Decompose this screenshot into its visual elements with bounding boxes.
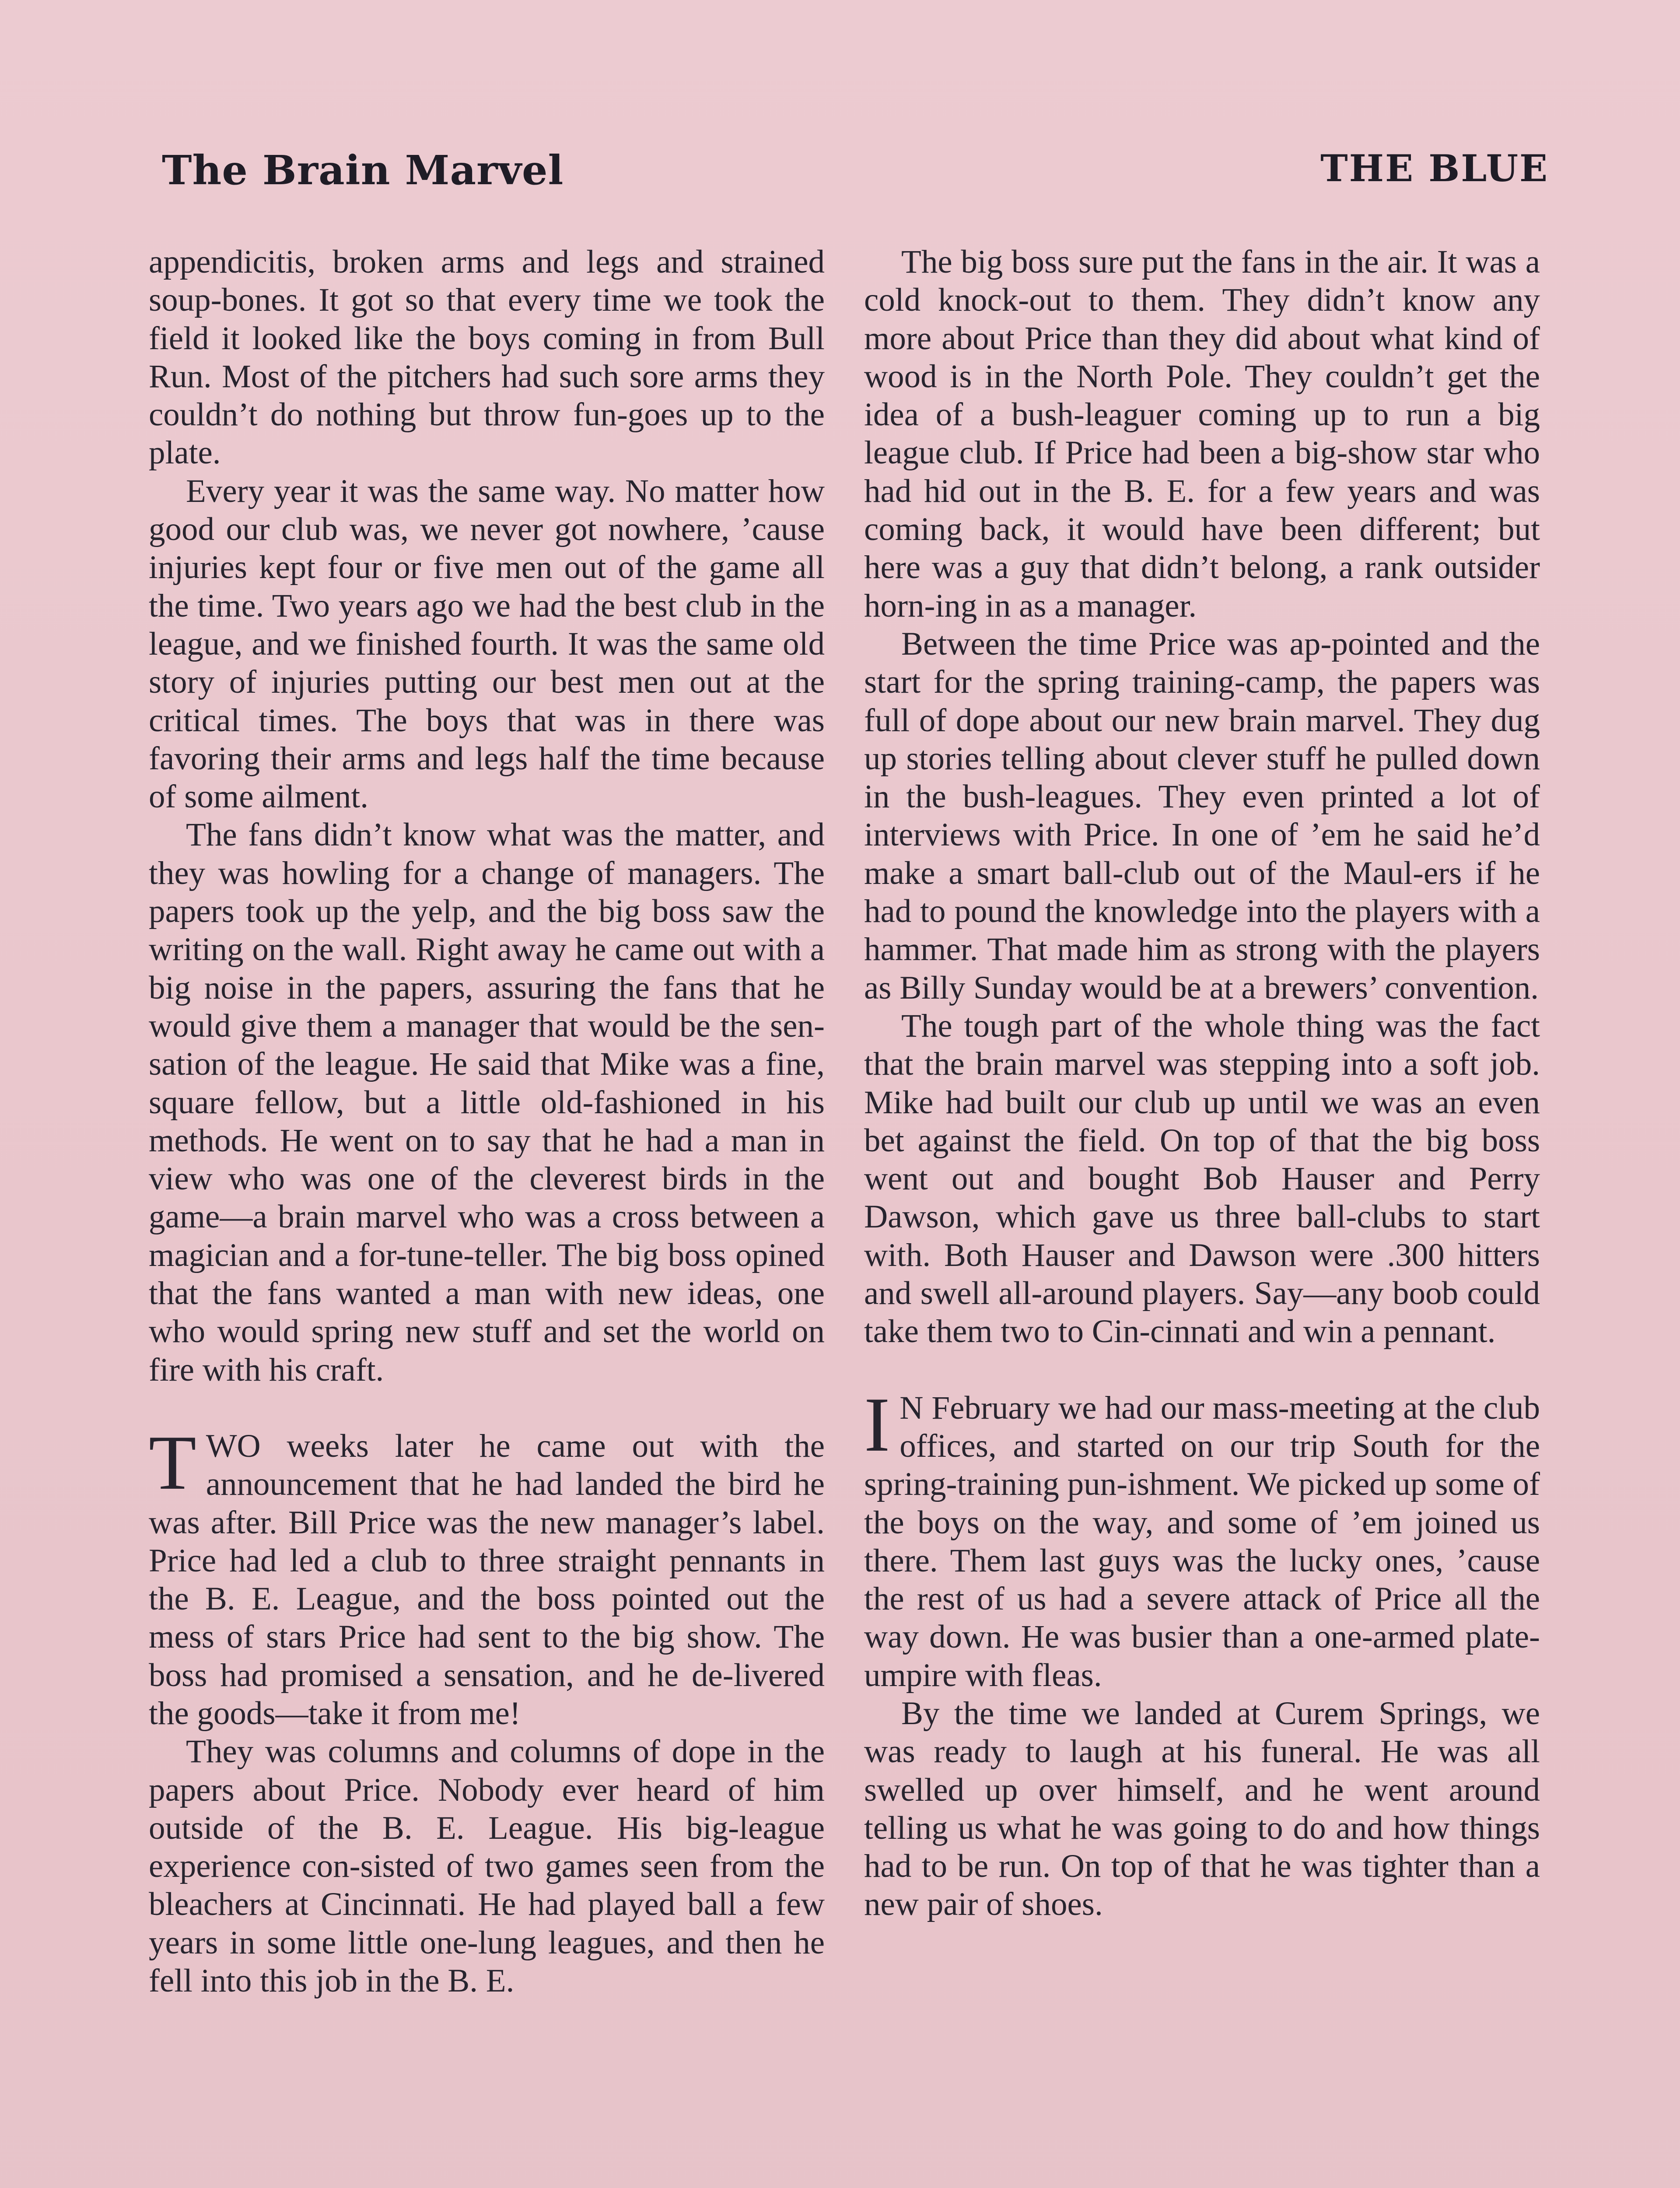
right-column <box>864 243 1540 1924</box>
drop-cap: I <box>864 1381 890 1468</box>
paragraph-text: WO weeks later he came out with the announcement that he had landed the bird he was after. Bill Price was the new manager’s label. Price had led a club to three straight pennants in the B. E. League, and the boss pointed out the mess of stars Price had sent to the big show. The boss had promised a sensation, and he de-livered the goods—take it from me! <box>149 1427 825 1732</box>
section-paragraph <box>864 1381 1540 1694</box>
drop-cap: T <box>149 1419 196 1506</box>
paragraph: Every year it was the same way. No matter how good our club was, we never got nowhere, ’cause injuries kept four or five men out of the game all the time. Two years ago we had the best club in the league, and we finished fourth. It was the same old story of injuries putting our best men out at the critical times. The boys that was in there was favoring their arms and legs half the time because of some ailment. <box>149 473 825 815</box>
story-title: The Brain Marvel <box>162 147 564 194</box>
paragraph: The tough part of the whole thing was the fact that the brain marvel was stepping into a soft job. Mike had built our club up until we was an even bet against the field. On top of that the big boss went out and bought Bob Hauser and Perry Dawson, which gave us three ball-clubs to start with. Both Hauser and Dawson were .300 hitters and swell all-around players. Say—any boob could take them two to Cin-cinnati and win a pennant. <box>864 1007 1540 1350</box>
running-head <box>162 147 1549 203</box>
paragraph: The big boss sure put the fans in the air. It was a cold knock-out to them. They didn’t know any more about Price than they did about what kind of wood is in the North Pole. They couldn’t get the idea of a bush-leaguer coming up to run a big league club. If Price had been a big-show star who had hid out in the B. E. for a few years and was coming back, it would have been different; but here was a guy that didn’t belong, a rank outsider horn-ing in as a manager. <box>864 244 1540 624</box>
paragraph: Between the time Price was ap-pointed and the start for the spring training-camp, the papers was full of dope about our new brain marvel. They dug up stories telling about clever stuff he pulled down in the bush-leagues. They even printed a lot of interviews with Price. In one of ’em he said he’d make a smart ball-club out of the Maul-ers if he had to pound the knowledge into the players with a hammer. That made him as strong with the players as Billy Sunday would be at a brewers’ convention. <box>864 625 1540 1006</box>
paragraph: They was columns and columns of dope in the papers about Price. Nobody ever heard of him outside of the B. E. League. His big-league experience con-sisted of two games seen from the bleachers at Cincinnati. He had played ball a few years in some little one-lung leagues, and then he fell into this job in the B. E. <box>149 1733 825 1999</box>
paragraph: The fans didn’t know what was the matter, and they was howling for a change of managers. The papers took up the yelp, and the big boss saw the writing on the wall. Right away he came out with a big noise in the papers, assuring the fans that he would give them a manager that would be the sen-sation of the league. He said that Mike was a fine, square fellow, but a little old-fashioned in his methods. He went on to say that he had a man in view who was one of the cleverest birds in the game—a brain marvel who was a cross between a magician and a for-tune-teller. The big boss opined that the fans wanted a man with new ideas, one who would spring new stuff and set the world on fire with his craft. <box>149 817 825 1388</box>
paragraph-text: N February we had our mass-meeting at the club offices, and started on our trip South for the spring-training pun-ishment. We picked up some of the boys on the way, and some of ’em joined us there. Them last guys was the lucky ones, ’cause the rest of us had a severe attack of Price all the way down. He was busier than a one-armed plate-umpire with fleas. <box>864 1389 1540 1694</box>
paragraph: By the time we landed at Curem Springs, we was ready to laugh at his funeral. He was all swelled up over himself, and he went around telling us what he was going to do and how things had to be run. On top of that he was tighter than a new pair of shoes. <box>864 1695 1540 1923</box>
left-column <box>149 243 825 2000</box>
paragraph: appendicitis, broken arms and legs and strained soup-bones. It got so that every time we took the field it looked like the boys coming in from Bull Run. Most of the pitchers had such sore arms they couldn’t do nothing but throw fun-goes up to the plate. <box>149 244 825 471</box>
magazine-title: THE BLUE <box>1320 147 1549 190</box>
section-paragraph <box>149 1419 825 1732</box>
